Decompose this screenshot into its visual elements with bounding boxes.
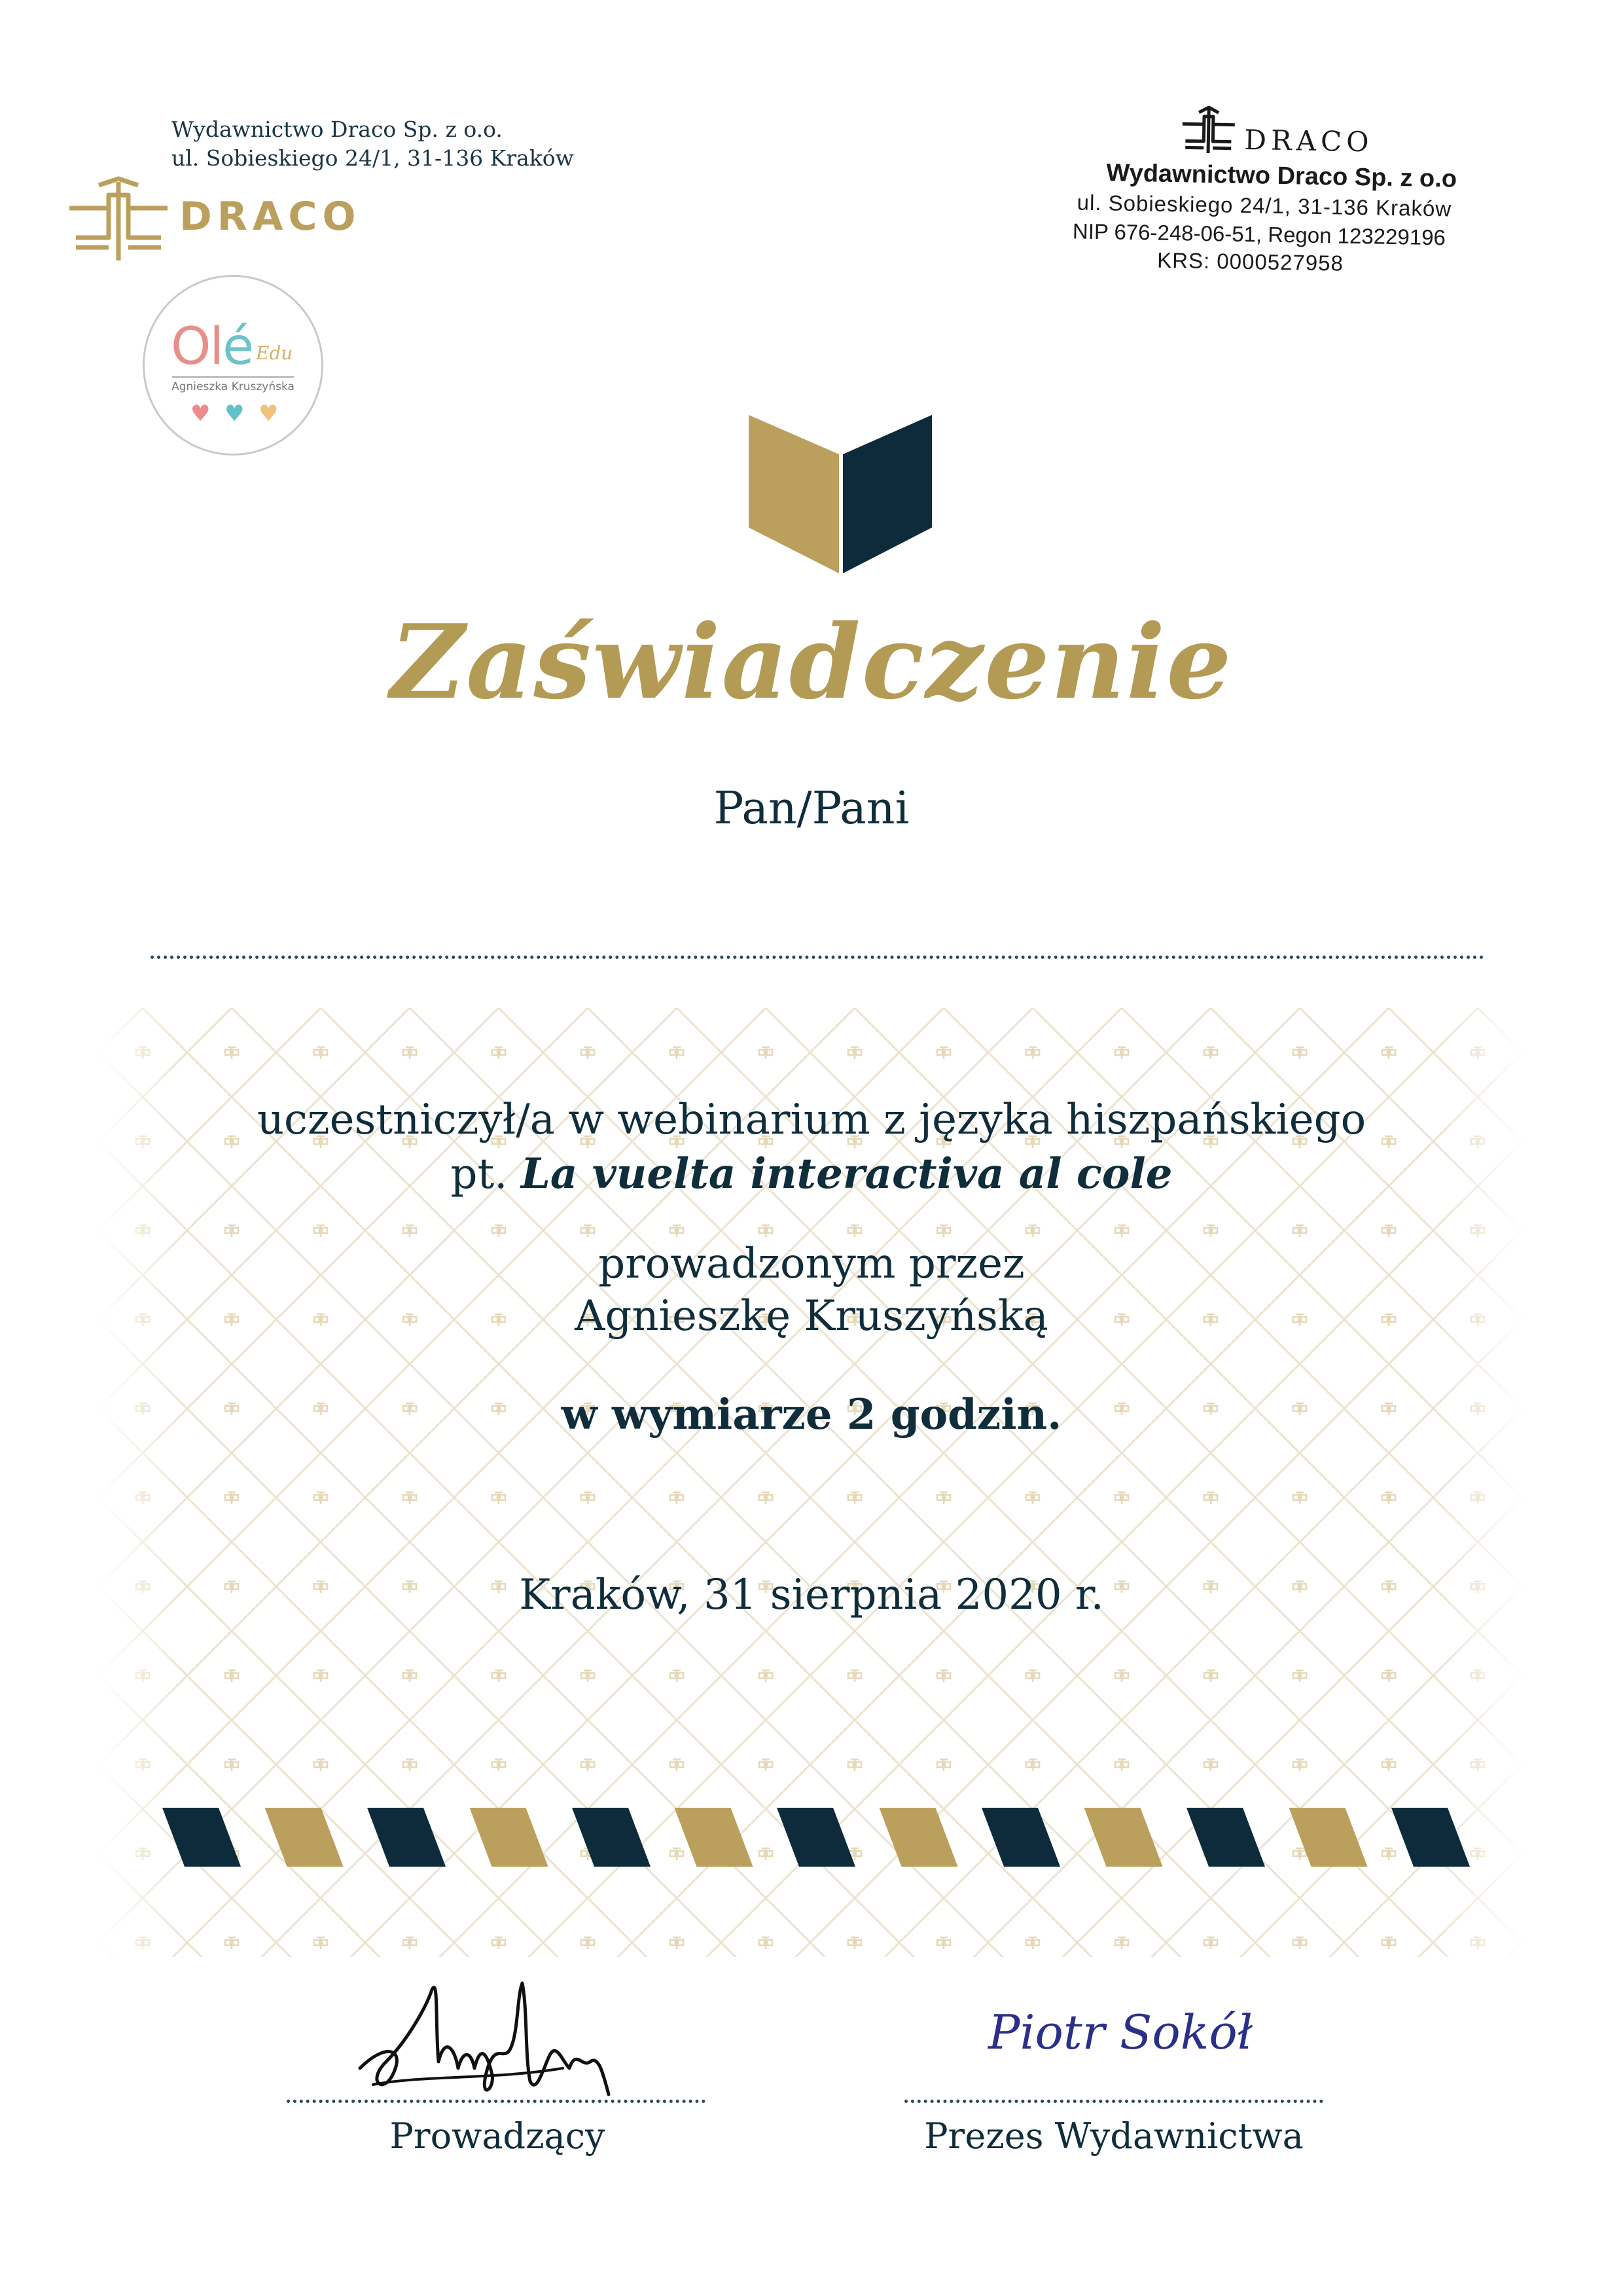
- stamp-emblem-icon: [1179, 103, 1238, 156]
- stripe-segment: [367, 1808, 446, 1867]
- stripe-segment: [1289, 1808, 1368, 1867]
- ole-edu-suffix: Edu: [256, 342, 293, 364]
- instructor-signature: [347, 1970, 622, 2108]
- publisher-name: Wydawnictwo Draco Sp. z o.o.: [171, 117, 503, 142]
- stripe-segment: [880, 1808, 958, 1867]
- instructor-label: Prowadzący: [389, 2115, 605, 2157]
- badge-divider: [172, 376, 294, 378]
- heart-pink-icon: ♥: [190, 401, 211, 427]
- publisher-address: [171, 115, 574, 173]
- president-signature-text: Piotr Sokół: [988, 2005, 1253, 2060]
- stamp-address: ul. Sobieskiego 24/1, 31-136 Kraków: [1077, 190, 1452, 221]
- ole-wordmark-ol: Ol: [171, 317, 223, 376]
- decorative-stripe-band: [162, 1806, 1497, 1869]
- company-stamp: [1072, 101, 1494, 285]
- open-book-emblem: [746, 412, 936, 576]
- heart-gold-icon: ♥: [259, 401, 279, 427]
- ole-wordmark-e: é: [223, 317, 253, 376]
- ole-wordmark: [171, 317, 253, 376]
- stamp-krs: KRS: 0000527958: [1156, 247, 1344, 276]
- stripe-segment: [1084, 1808, 1163, 1867]
- participation-text: uczestniczył/a w webinarium z języka hiszpańskiego: [257, 1096, 1366, 1144]
- stripe-segment: [777, 1808, 855, 1867]
- recipient-name-line: [151, 956, 1484, 959]
- webinar-title-line: [0, 1149, 1623, 1198]
- stripe-segment: [675, 1808, 753, 1867]
- president-label: Prezes Wydawnictwa: [924, 2115, 1304, 2157]
- stripe-segment: [162, 1808, 241, 1867]
- heart-teal-icon: ♥: [224, 401, 245, 427]
- stripe-segment: [1391, 1808, 1470, 1867]
- stripe-segment: [265, 1808, 344, 1867]
- ole-edu-badge: [143, 275, 323, 456]
- salutation: Pan/Pani: [713, 783, 910, 834]
- draco-emblem-icon: [63, 169, 174, 267]
- stripe-segment: [1186, 1808, 1265, 1867]
- publisher-street: ul. Sobieskiego 24/1, 31-136 Kraków: [171, 145, 574, 171]
- certificate-title: Zaświadczenie: [390, 602, 1233, 722]
- instructor-signature-line: [287, 2100, 705, 2103]
- draco-logo: [63, 169, 361, 270]
- stamp-nip-regon: NIP 676-248-06-51, Regon 123229196: [1072, 219, 1446, 250]
- webinar-title: La vuelta interactiva al cole: [520, 1149, 1173, 1198]
- instructor-name: Agnieszkę Kruszyńską: [575, 1292, 1048, 1340]
- led-by-text: prowadzonym przez: [598, 1240, 1025, 1288]
- badge-name: Agnieszka Kruszyńska: [171, 380, 294, 393]
- place-and-date: Kraków, 31 sierpnia 2020 r.: [519, 1571, 1104, 1619]
- president-signature: [982, 1996, 1257, 2075]
- stripe-segment: [470, 1808, 548, 1867]
- duration-text: w wymiarze 2 godzin.: [561, 1390, 1062, 1439]
- draco-wordmark: DRACO: [179, 194, 361, 240]
- president-signature-line: [904, 2100, 1323, 2103]
- stripe-segment: [982, 1808, 1060, 1867]
- stamp-company: Wydawnictwo Draco Sp. z o.o: [1106, 159, 1457, 193]
- webinar-title-prefix: pt.: [450, 1150, 508, 1198]
- stamp-wordmark: DRACO: [1243, 123, 1374, 158]
- stripe-segment: [572, 1808, 651, 1867]
